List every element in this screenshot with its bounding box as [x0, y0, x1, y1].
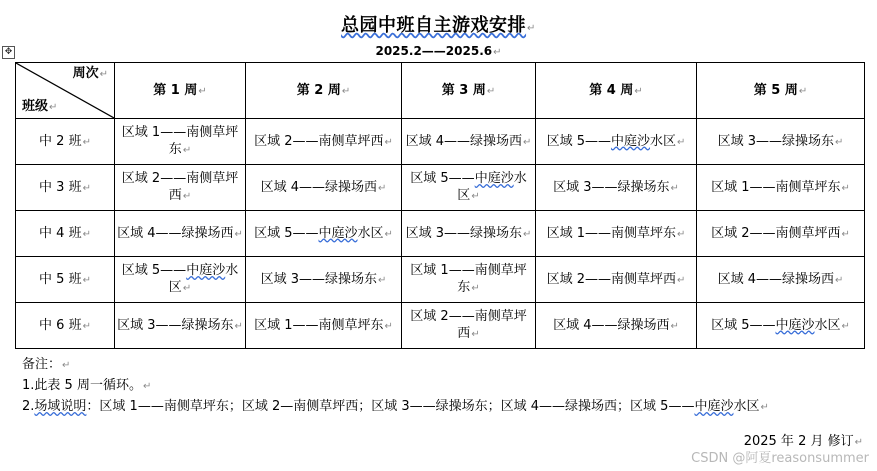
schedule-table — [15, 62, 865, 349]
class-name-cell[interactable]: 中 2 班↵ — [16, 119, 115, 165]
notes-heading: 备注：↵ — [22, 357, 71, 372]
week-header-cell[interactable]: 第 1 周↵ — [115, 63, 246, 119]
area-assignment: 区域 1——南侧草坪东 — [121, 125, 239, 157]
notes-line-2: 2.场域说明：区域 1——南侧草坪东；区域 2—南侧草坪西；区域 3——绿操场东；区域 4——绿操场西；区域 5——中庭沙水区↵ — [22, 399, 769, 414]
schedule-cell[interactable]: 区域 2——南侧草坪西↵ — [402, 303, 536, 349]
area-assignment: 区域 5——中庭沙水区 — [711, 317, 841, 333]
area-assignment: 区域 3——绿操场东 — [405, 225, 522, 241]
corner-week-label: 周次↵ — [72, 66, 108, 81]
paragraph-mark-icon: ↵ — [527, 23, 536, 34]
area-assignment: 区域 1——南侧草坪东 — [546, 225, 676, 241]
schedule-cell[interactable]: 区域 4——绿操场西↵ — [115, 211, 246, 257]
schedule-cell[interactable]: 区域 2——南侧草坪西↵ — [115, 165, 246, 211]
revision-date: 2025 年 2 月 修订↵ — [743, 434, 863, 449]
schedule-cell[interactable]: 区域 4——绿操场西↵ — [697, 257, 865, 303]
schedule-cell[interactable]: 区域 4——绿操场西↵ — [536, 303, 697, 349]
title-text: 总园中班自主游戏安排 — [341, 15, 527, 36]
week-header-cell[interactable]: 第 4 周↵ — [536, 63, 697, 119]
table-move-handle-icon[interactable]: ✥ — [2, 46, 15, 59]
class-name-cell[interactable]: 中 3 班↵ — [16, 165, 115, 211]
schedule-cell[interactable]: 区域 3——绿操场东↵ — [697, 119, 865, 165]
area-assignment: 区域 5——中庭沙水区 — [410, 171, 527, 203]
area-assignment: 区域 4——绿操场西 — [553, 317, 670, 333]
area-assignment: 区域 5——中庭沙水区 — [254, 225, 384, 241]
schedule-cell[interactable]: 区域 3——绿操场东↵ — [536, 165, 697, 211]
notes-section — [22, 355, 769, 418]
area-assignment: 区域 3——绿操场东 — [717, 133, 834, 149]
area-assignment: 区域 4——绿操场西 — [260, 179, 377, 195]
area-assignment: 区域 2——南侧草坪西 — [546, 271, 676, 287]
table-row — [16, 119, 865, 165]
area-assignment: 区域 5——中庭沙水区 — [546, 133, 677, 149]
paragraph-mark-icon: ↵ — [493, 47, 502, 58]
schedule-cell[interactable]: 区域 2——南侧草坪西↵ — [246, 119, 402, 165]
corner-header-cell[interactable] — [16, 63, 115, 119]
table-row — [16, 165, 865, 211]
area-assignment: 区域 1——南侧草坪东 — [254, 317, 384, 333]
schedule-cell[interactable]: 区域 2——南侧草坪西↵ — [536, 257, 697, 303]
table-row — [16, 211, 865, 257]
date-range-text: 2025.2——2025.6 — [375, 44, 493, 58]
area-assignment: 区域 4——绿操场西 — [117, 225, 234, 241]
schedule-cell[interactable]: 区域 5——中庭沙水区↵ — [402, 165, 536, 211]
watermark: CSDN @阿夏reasonsummer — [691, 451, 869, 466]
schedule-cell[interactable]: 区域 4——绿操场西↵ — [402, 119, 536, 165]
venue-description-label: 场域说明 — [34, 399, 87, 414]
area-assignment: 区域 2——南侧草坪西 — [121, 171, 239, 203]
schedule-cell[interactable]: 区域 1——南侧草坪东↵ — [402, 257, 536, 303]
date-range — [0, 44, 877, 58]
schedule-cell[interactable]: 区域 2——南侧草坪西↵ — [697, 211, 865, 257]
schedule-cell[interactable]: 区域 1——南侧草坪东↵ — [115, 119, 246, 165]
schedule-cell[interactable]: 区域 1——南侧草坪东↵ — [697, 165, 865, 211]
table-header-row — [16, 63, 865, 119]
schedule-cell[interactable]: 区域 5——中庭沙水区↵ — [697, 303, 865, 349]
schedule-cell[interactable]: 区域 5——中庭沙水区↵ — [115, 257, 246, 303]
area-assignment: 区域 1——南侧草坪东 — [410, 263, 527, 295]
area-assignment: 区域 2——南侧草坪西 — [711, 225, 841, 241]
schedule-cell[interactable]: 区域 5——中庭沙水区↵ — [246, 211, 402, 257]
area-assignment: 区域 2——南侧草坪西 — [254, 133, 384, 149]
class-name-cell[interactable]: 中 6 班↵ — [16, 303, 115, 349]
notes-line-1: 1.此表 5 周一循环。↵ — [22, 378, 152, 393]
class-name-cell[interactable]: 中 4 班↵ — [16, 211, 115, 257]
corner-class-label: 班级↵ — [22, 99, 58, 114]
area-assignment: 区域 5——中庭沙水区 — [121, 263, 239, 295]
area-assignment: 区域 2——南侧草坪西 — [410, 309, 527, 341]
area-assignment: 区域 3——绿操场东 — [553, 179, 670, 195]
schedule-cell[interactable]: 区域 5——中庭沙水区↵ — [536, 119, 697, 165]
schedule-cell[interactable]: 区域 3——绿操场东↵ — [402, 211, 536, 257]
schedule-cell[interactable]: 区域 4——绿操场西↵ — [246, 165, 402, 211]
area-assignment: 区域 4——绿操场西 — [405, 133, 522, 149]
week-header-cell[interactable]: 第 3 周↵ — [402, 63, 536, 119]
area-assignment: 区域 1——南侧草坪东 — [711, 179, 841, 195]
schedule-cell[interactable]: 区域 1——南侧草坪东↵ — [246, 303, 402, 349]
week-header-cell[interactable]: 第 2 周↵ — [246, 63, 402, 119]
schedule-cell[interactable]: 区域 1——南侧草坪东↵ — [536, 211, 697, 257]
document-title — [0, 11, 877, 37]
area-assignment: 区域 3——绿操场东 — [117, 317, 234, 333]
week-header-cell[interactable]: 第 5 周↵ — [697, 63, 865, 119]
table-row — [16, 257, 865, 303]
class-name-cell[interactable]: 中 5 班↵ — [16, 257, 115, 303]
schedule-cell[interactable]: 区域 3——绿操场东↵ — [115, 303, 246, 349]
area-assignment: 区域 4——绿操场西 — [717, 271, 834, 287]
area-assignment: 区域 3——绿操场东 — [260, 271, 377, 287]
table-row — [16, 303, 865, 349]
schedule-cell[interactable]: 区域 3——绿操场东↵ — [246, 257, 402, 303]
